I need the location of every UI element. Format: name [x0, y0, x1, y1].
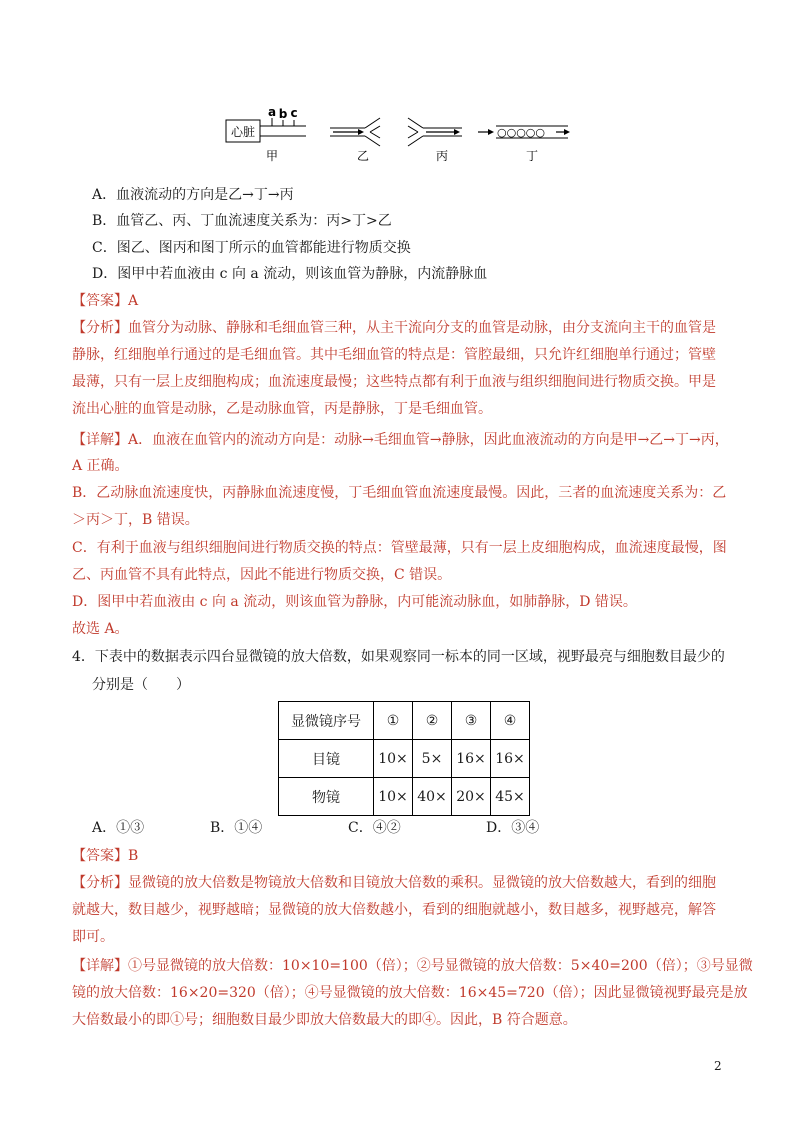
table-row — [279, 702, 530, 740]
table-cell: ① — [374, 702, 413, 740]
q4-option-d: D．③④ — [486, 820, 540, 836]
label-ding: 丁 — [525, 149, 539, 163]
q3-detail-line: 乙、丙血管不具有此特点，因此不能进行物质交换，C 错误。 — [72, 567, 452, 583]
q3-conclusion: 故选 A。 — [72, 621, 129, 637]
q4-stem-line: 4．下表中的数据表示四台显微镜的放大倍数，如果观察同一标本的同一区域，视野最亮与细胞数目最少的 — [72, 649, 725, 665]
table-row — [279, 740, 530, 778]
q4-answer — [72, 846, 138, 866]
answer-value: A — [128, 293, 139, 309]
q3-option-d: D．图甲中若血液由 c 向 a 流动，则该血管为静脉，内流静脉血 — [92, 266, 488, 282]
table-cell: 40× — [413, 778, 452, 816]
table-cell: 20× — [452, 778, 491, 816]
q3-option-a: A．血液流动的方向是乙→丁→丙 — [92, 187, 294, 203]
q3-analysis-line: 流出心脏的血管是动脉，乙是动脉血管，丙是静脉，丁是毛细血管。 — [72, 401, 492, 417]
q3-detail-line: ＞丙＞丁，B 错误。 — [72, 512, 199, 528]
q3-answer — [72, 291, 138, 311]
q3-detail-line: 【详解】A．血液在血管内的流动方向是：动脉→毛细血管→静脉，因此血液流动的方向是甲→乙→丁→丙， — [72, 432, 729, 448]
microscope-table — [278, 701, 530, 816]
label-bing: 丙 — [435, 149, 449, 163]
table-cell: ② — [413, 702, 452, 740]
q3-analysis-line: 静脉，红细胞单行通过的是毛细血管。其中毛细血管的特点是：管腔最细，只允许红细胞单行通过；管壁 — [72, 347, 716, 363]
answer-value: B — [128, 848, 139, 864]
q4-option-a: A．①③ — [92, 820, 145, 836]
table-cell: 10× — [374, 778, 413, 816]
q4-detail-line: 大倍数最小的即①号；细胞数目最少即放大倍数最大的即④。因此，B 符合题意。 — [72, 1012, 577, 1028]
q3-detail-line: B．乙动脉血流速度快，丙静脉血流速度慢，丁毛细血管血流速度最慢。因此，三者的血流速度关系为：乙 — [72, 485, 727, 501]
q4-analysis-line: 即可。 — [72, 929, 114, 945]
q3-option-c: C．图乙、图丙和图丁所示的血管都能进行物质交换 — [92, 240, 411, 256]
detail-tag: 【详解】 — [72, 432, 128, 448]
table-cell: ③ — [452, 702, 491, 740]
q3-analysis-line: 【分析】血管分为动脉、静脉和毛细血管三种，从主干流向分支的血管是动脉，由分支流向主干的血管是 — [72, 320, 716, 336]
detail-tag: 【详解】 — [72, 958, 128, 974]
table-cell: 显微镜序号 — [279, 702, 374, 740]
q4-option-b: B．①④ — [210, 820, 263, 836]
q4-stem-line: 分别是（ ） — [92, 677, 190, 693]
answer-tag: 【答案】 — [72, 293, 128, 309]
q3-option-b: B．血管乙、丙、丁血流速度关系为：丙>丁>乙 — [92, 213, 392, 229]
q3-detail-line: A 正确。 — [72, 458, 129, 474]
table-cell: 16× — [452, 740, 491, 778]
table-cell: 物镜 — [279, 778, 374, 816]
label-a: a — [267, 105, 277, 119]
heart-label: 心脏 — [230, 125, 256, 139]
q4-option-c: C．④② — [348, 820, 401, 836]
q4-analysis-line: 【分析】显微镜的放大倍数是物镜放大倍数和目镜放大倍数的乘积。显微镜的放大倍数越大，看到的细胞 — [72, 875, 716, 891]
q3-detail-line: C．有利于血液与组织细胞间进行物质交换的特点：管壁最薄，只有一层上皮细胞构成，血流速度最慢，图 — [72, 540, 727, 556]
label-c: c — [290, 106, 298, 120]
table-cell: 5× — [413, 740, 452, 778]
table-cell: ④ — [491, 702, 530, 740]
table-cell: 10× — [374, 740, 413, 778]
analysis-tag: 【分析】 — [72, 875, 128, 891]
label-b: b — [278, 107, 288, 121]
table-cell: 16× — [491, 740, 530, 778]
q3-analysis-line: 最薄，只有一层上皮细胞构成；血流速度最慢；这些特点都有利于血液与组织细胞间进行物质交换。甲是 — [72, 374, 716, 390]
label-yi: 乙 — [356, 149, 370, 163]
q4-analysis-line: 就越大，数目越少，视野越暗；显微镜的放大倍数越小，看到的细胞就越小，数目越多，视野越亮，解答 — [72, 902, 716, 918]
q4-detail-line: 【详解】①号显微镜的放大倍数：10×10=100（倍）；②号显微镜的放大倍数：5×40=200（倍）；③号显微 — [72, 958, 753, 974]
answer-tag: 【答案】 — [72, 848, 128, 864]
page-number: 2 — [714, 1059, 722, 1073]
q4-detail-line: 镜的放大倍数：16×20=320（倍）；④号显微镜的放大倍数：16×45=720（倍）；因此显微镜视野最亮是放 — [72, 985, 748, 1001]
table-cell: 目镜 — [279, 740, 374, 778]
table-cell: 45× — [491, 778, 530, 816]
capillary-cells: ○○○○○ — [497, 126, 545, 139]
q3-detail-line: D．图甲中若血液由 c 向 a 流动，则该血管为静脉，内可能流动脉血，如肺静脉，D 错误。 — [72, 594, 637, 610]
blood-vessel-diagram — [220, 100, 580, 170]
analysis-tag: 【分析】 — [72, 320, 128, 336]
table-row — [279, 778, 530, 816]
label-jia: 甲 — [265, 149, 279, 163]
